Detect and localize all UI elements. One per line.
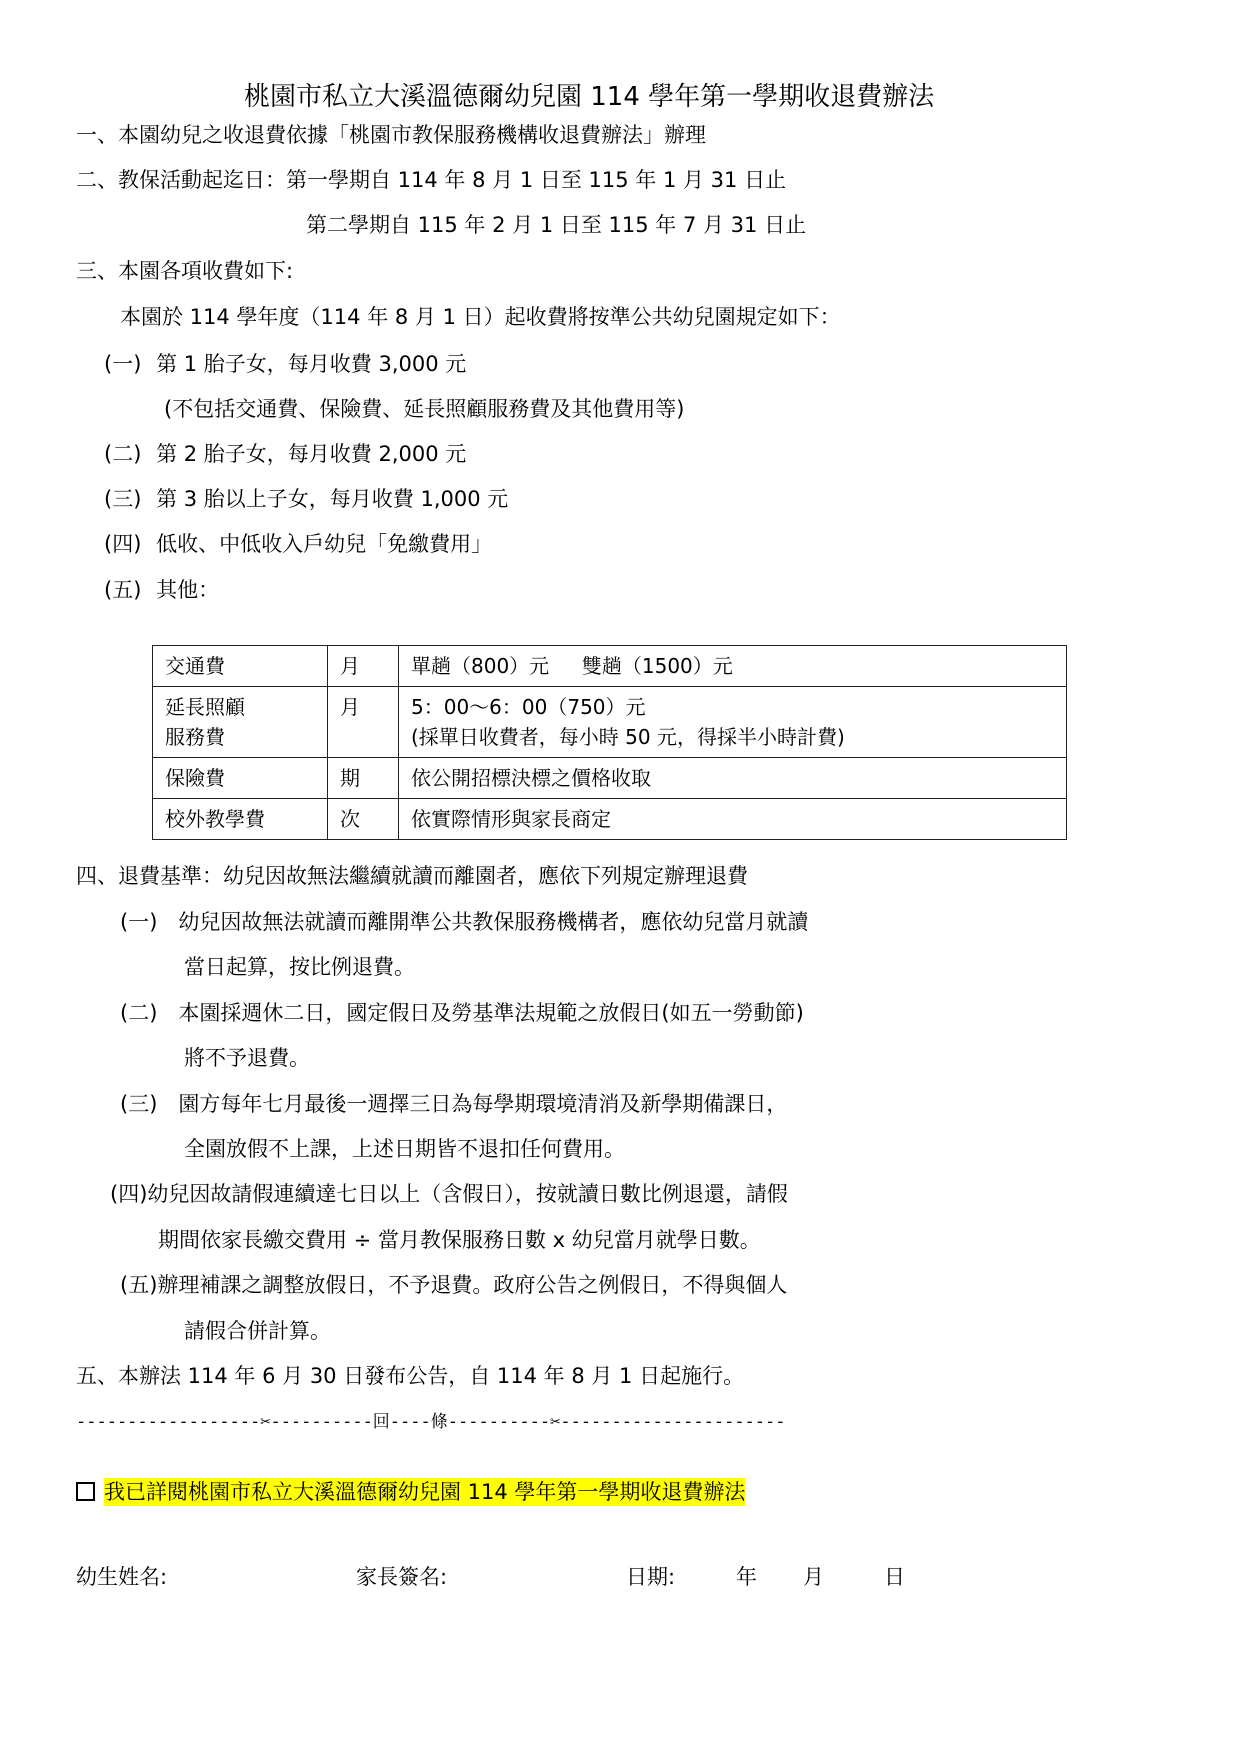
table-row [153, 646, 1067, 687]
table-row [153, 799, 1067, 840]
fee-name-line-1: 延長照顧 [165, 695, 245, 719]
fee-unit-cell: 期 [328, 758, 399, 799]
fee-detail-cell: 依公開招標決標之價格收取 [399, 758, 1067, 799]
refund-line: (二) 本園採週休二日，國定假日及勞基準法規範之放假日(如五一勞動節) [120, 1001, 804, 1025]
confirm-checkbox[interactable] [76, 1482, 95, 1501]
section-1: 一、本園幼兒之收退費依據「桃園市教保服務機構收退費辦法」辦理 [76, 123, 706, 147]
refund-line: 將不予退費。 [184, 1046, 310, 1070]
confirm-text: 我已詳閱桃園市私立大溪溫德爾幼兒園 114 學年第一學期收退費辦法 [104, 1480, 746, 1504]
other-fees-table [152, 645, 1067, 840]
fee-item-1-number: (一) [104, 352, 142, 376]
section-2-line-1: 二、教保活動起迄日：第一學期自 114 年 8 月 1 日至 115 年 1 月 31 日止 [76, 168, 787, 192]
fee-item-1-text: 第 1 胎子女，每月收費 3,000 元 [156, 352, 467, 376]
fee-name-cell: 交通費 [153, 646, 328, 687]
section-4-heading: 四、退費基準：幼兒因故無法繼續就讀而離園者，應依下列規定辦理退費 [76, 864, 748, 888]
refund-line: 請假合併計算。 [184, 1319, 331, 1343]
fee-detail-line-1: 5：00～6：00（750）元 [411, 695, 646, 719]
fee-item-5-number: (五) [104, 578, 142, 602]
refund-line: 期間依家長繳交費用 ÷ 當月教保服務日數 x 幼兒當月就學日數。 [158, 1228, 761, 1252]
cut-line: ------------------✂----------回----條----------✂---------------------- [76, 1412, 786, 1432]
fee-detail-line-2: (採單日收費者，每小時 50 元，得採半小時計費) [411, 725, 845, 749]
fee-item-3-number: (三) [104, 487, 142, 511]
fee-item-4-text: 低收、中低收入戶幼兒「免繳費用」 [156, 532, 493, 556]
fee-item-2-text: 第 2 胎子女，每月收費 2,000 元 [156, 442, 467, 466]
date-month-label: 月 [803, 1565, 824, 1589]
fee-item-5-text: 其他： [156, 578, 220, 602]
section-3-intro: 本園於 114 學年度（114 年 8 月 1 日）起收費將按準公共幼兒園規定如下： [120, 305, 841, 329]
fee-unit-cell: 次 [328, 799, 399, 840]
fee-name-cell: 保險費 [153, 758, 328, 799]
refund-line: (三) 園方每年七月最後一週擇三日為每學期環境清消及新學期備課日， [120, 1092, 788, 1116]
fee-item-1-note: (不包括交通費、保險費、延長照顧服務費及其他費用等) [164, 397, 685, 421]
section-5: 五、本辦法 114 年 6 月 30 日發布公告，自 114 年 8 月 1 日起施行。 [76, 1364, 745, 1388]
table-row [153, 687, 1067, 758]
refund-line: 當日起算，按比例退費。 [184, 955, 415, 979]
fee-item-4 [104, 530, 492, 558]
child-name-label: 幼生姓名: [76, 1565, 168, 1589]
refund-line: (一) 幼兒因故無法就讀而離開準公共教保服務機構者，應依幼兒當月就讀 [120, 910, 809, 934]
date-day-label: 日 [884, 1565, 905, 1589]
fee-detail-cell [399, 687, 1067, 758]
fee-item-2 [104, 440, 466, 468]
fee-name-cell [153, 687, 328, 758]
table-row [153, 758, 1067, 799]
fee-detail-cell: 單趟（800）元 雙趟（1500）元 [399, 646, 1067, 687]
date-year-label: 年 [736, 1565, 757, 1589]
parent-signature-label: 家長簽名: [356, 1565, 448, 1589]
section-2-line-2: 第二學期自 115 年 2 月 1 日至 115 年 7 月 31 日止 [306, 213, 807, 237]
fee-name-cell: 校外教學費 [153, 799, 328, 840]
fee-unit-cell: 月 [328, 687, 399, 758]
fee-item-3 [104, 485, 508, 513]
fee-item-1 [104, 350, 466, 378]
section-3-heading: 三、本園各項收費如下: [76, 259, 294, 283]
refund-line: (五)辦理補課之調整放假日，不予退費。政府公告之例假日，不得與個人 [120, 1273, 788, 1297]
fee-item-3-text: 第 3 胎以上子女，每月收費 1,000 元 [156, 487, 509, 511]
fee-name-line-2: 服務費 [165, 725, 225, 749]
date-label: 日期: [626, 1565, 676, 1589]
fee-item-4-number: (四) [104, 532, 142, 556]
fee-item-2-number: (二) [104, 442, 142, 466]
fee-item-5 [104, 576, 219, 604]
page-title: 桃園市私立大溪溫德爾幼兒園 114 學年第一學期收退費辦法 [244, 82, 935, 112]
confirm-row [76, 1478, 745, 1506]
refund-line: (四)幼兒因故請假連續達七日以上（含假日），按就讀日數比例退還，請假 [110, 1182, 788, 1206]
fee-detail-cell: 依實際情形與家長商定 [399, 799, 1067, 840]
refund-line: 全園放假不上課，上述日期皆不退扣任何費用。 [184, 1137, 625, 1161]
fee-unit-cell: 月 [328, 646, 399, 687]
